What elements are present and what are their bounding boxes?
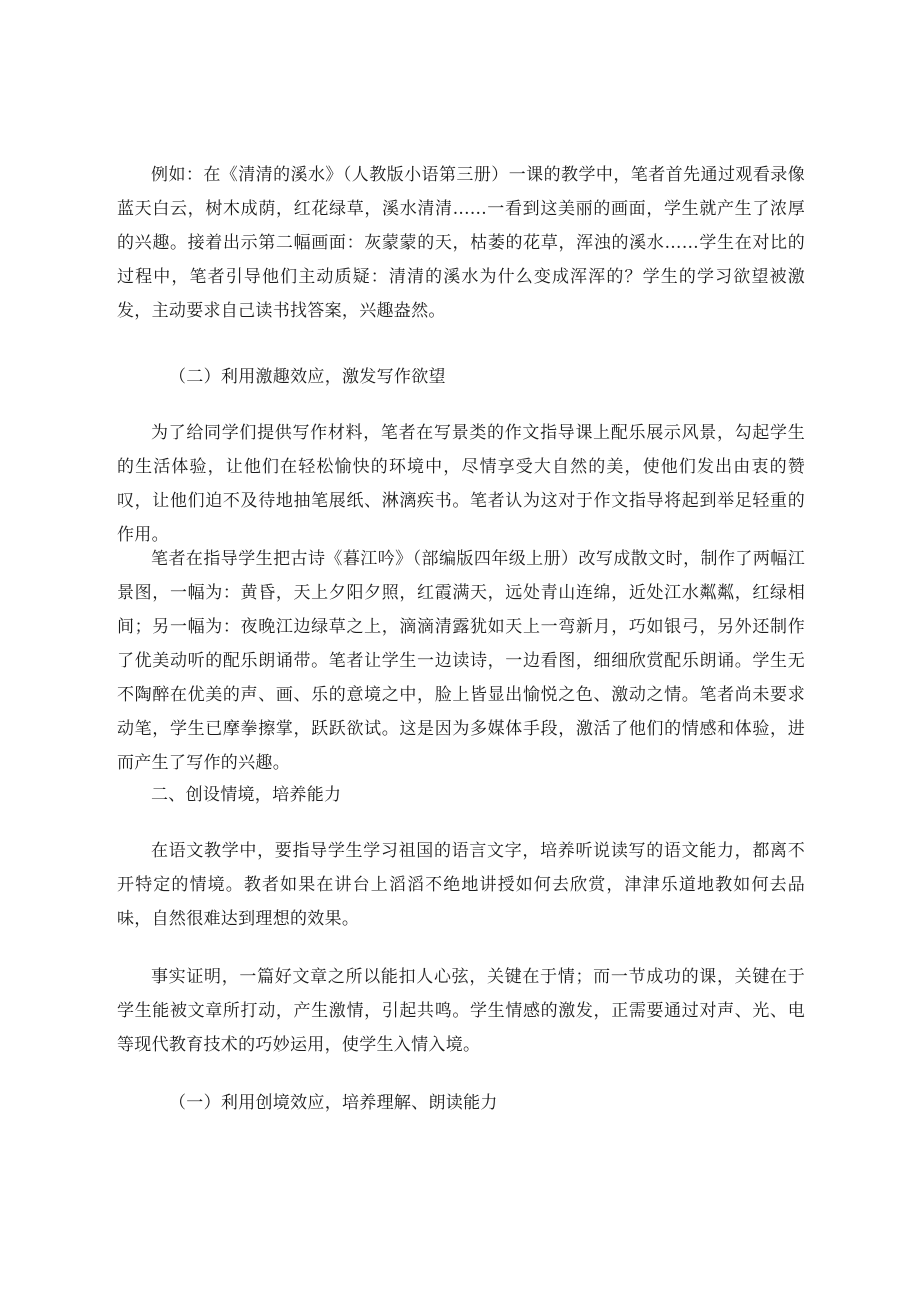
section-heading-comprehension-reading: （一）利用创境效应，培养理解、朗读能力 (169, 1093, 498, 1113)
paragraph-example-stream: 例如：在《清清的溪水》（人教版小语第三册）一课的教学中，笔者首先通过观看录像蓝天白云，树木成荫，红花绿草，溪水清清......一看到这美丽的画面，学生就产生了浓厚的兴趣。接着出示第二幅画面：灰蒙蒙的天，枯萎的花草，浑浊的溪水……学生在对比的过程中，笔者引导他们主动质疑：清清的溪水为什么变成浑浑的？学生的学习欲望被激发，主动要求自己读书找答案，兴趣盎然。 (117, 165, 805, 321)
document-page (117, 0, 805, 1301)
paragraph-writing-materials: 为了给同学们提供写作材料，笔者在写景类的作文指导课上配乐展示风景，勾起学生的生活体验，让他们在轻松愉快的环境中，尽情享受大自然的美，使他们发出由衷的赞叹，让他们迫不及待地抽笔展纸、淋漓疾书。笔者认为这对于作文指导将起到举足轻重的作用。 (117, 423, 805, 545)
section-heading-create-situation: 二、创设情境，培养能力 (151, 785, 342, 805)
section-heading-writing-desire: （二）利用激趣效应，激发写作欲望 (169, 367, 446, 387)
paragraph-chinese-teaching: 在语文教学中，要指导学生学习祖国的语言文字，培养听说读写的语文能力，都离不开特定的情境。教者如果在讲台上滔滔不绝地讲授如何去欣赏，津津乐道地教如何去品味，自然很难达到理想的效果。 (117, 841, 805, 929)
paragraph-ancient-poem: 笔者在指导学生把古诗《暮江吟》（部编版四年级上册）改写成散文时，制作了两幅江景图，一幅为：黄昏，天上夕阳夕照，红霞满天，远处青山连绵，近处江水粼粼，红绿相间；另一幅为：夜晚江边绿草之上，滴滴清露犹如天上一弯新月，巧如银弓，另外还制作了优美动听的配乐朗诵带。笔者让学生一边读诗，一边看图，细细欣赏配乐朗诵。学生无不陶醉在优美的声、画、乐的意境之中，脸上皆显出愉悦之色、激动之情。笔者尚未要求动笔，学生已摩拳擦掌，跃跃欲试。这是因为多媒体手段，激活了他们的情感和体验，进而产生了写作的兴趣。 (117, 549, 805, 773)
paragraph-facts-prove: 事实证明，一篇好文章之所以能扣人心弦，关键在于情；而一节成功的课，关键在于学生能被文章所打动，产生激情，引起共鸣。学生情感的激发，正需要通过对声、光、电等现代教育技术的巧妙运用，使学生入情入境。 (117, 967, 805, 1055)
